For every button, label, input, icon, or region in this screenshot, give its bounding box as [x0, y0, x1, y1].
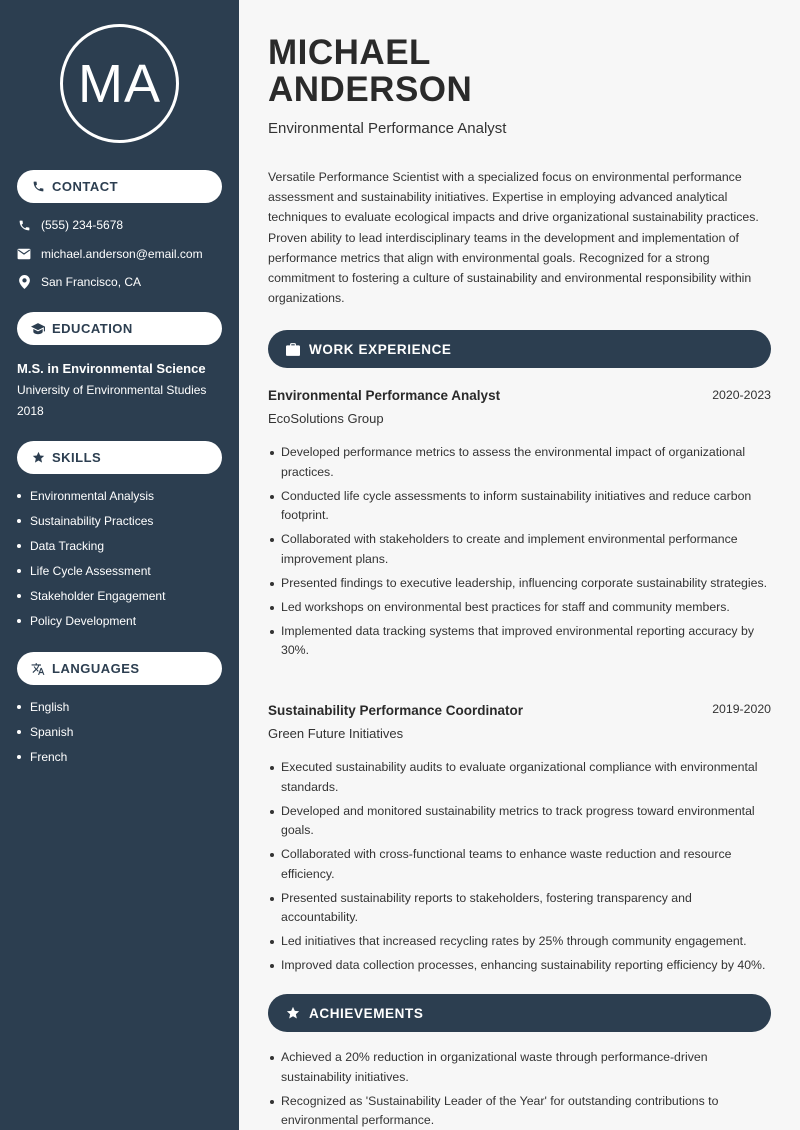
achievements-list: [268, 1048, 772, 1130]
mail-icon: [17, 247, 31, 261]
job-dates: 2019-2020: [712, 702, 771, 716]
phone-icon: [17, 218, 31, 232]
education-heading: EDUCATION: [17, 312, 222, 345]
education-school: University of Environmental Studies: [17, 383, 207, 397]
job-bullets: [268, 443, 772, 665]
skills-heading: SKILLS: [17, 441, 222, 474]
list-item: Led workshops on environmental best practices for staff and community members.: [268, 598, 772, 618]
star-icon: [285, 1006, 300, 1021]
job-bullets: [268, 758, 772, 980]
summary-paragraph: Versatile Performance Scientist with a specialized focus on environmental performance assessment and sustainability initiatives. Expertise in employing advanced analytical techniques to evaluate ecological impacts and drive organizational sustainability practices. Proven ability to lead interdisciplinary teams in the development and implementation of performance metrics that align with environmental goals. Recognized for a strong commitment to fostering a culture of sustainability and environmental responsibility within organizations.: [268, 170, 759, 306]
education-degree: M.S. in Environmental Science: [17, 361, 206, 376]
achievements-heading: ACHIEVEMENTS: [268, 994, 771, 1032]
work-experience-heading: WORK EXPERIENCE: [268, 330, 771, 368]
list-item: Implemented data tracking systems that improved environmental reporting accuracy by 30%.: [268, 622, 772, 661]
list-item: Recognized as 'Sustainability Leader of the Year' for outstanding contributions to environmental performance.: [268, 1092, 772, 1130]
list-item: Executed sustainability audits to evaluate organizational compliance with environmental standards.: [268, 758, 772, 797]
language-item: Spanish: [17, 719, 73, 744]
language-item: English: [17, 694, 73, 719]
list-item: Achieved a 20% reduction in organizational waste through performance-driven sustainability initiatives.: [268, 1048, 772, 1087]
graduation-cap-icon: [31, 322, 45, 336]
job-dates: 2020-2023: [712, 388, 771, 402]
skill-item: Sustainability Practices: [17, 508, 165, 533]
list-item: Conducted life cycle assessments to inform sustainability initiatives and reduce carbon footprint.: [268, 487, 772, 526]
job-title: Sustainability Performance Coordinator: [268, 703, 524, 718]
languages-heading: LANGUAGES: [17, 652, 222, 685]
phone-icon: [31, 180, 45, 194]
education-year: 2018: [17, 404, 44, 418]
candidate-title: Environmental Performance Analyst: [268, 120, 507, 137]
list-item: Led initiatives that increased recycling rates by 25% through community engagement.: [268, 932, 772, 952]
briefcase-icon: [285, 342, 300, 357]
list-item: Developed and monitored sustainability metrics to track progress toward environmental goals.: [268, 802, 772, 841]
skill-item: Environmental Analysis: [17, 483, 165, 508]
list-item: Presented findings to executive leadership, influencing corporate sustainability strategies.: [268, 574, 772, 594]
job-company: Green Future Initiatives: [268, 726, 404, 741]
job-title: Environmental Performance Analyst: [268, 388, 501, 403]
skill-item: Data Tracking: [17, 533, 165, 558]
language-item: French: [17, 744, 73, 769]
list-item: Improved data collection processes, enhancing sustainability reporting efficiency by 40%.: [268, 956, 772, 976]
star-icon: [31, 451, 45, 465]
contact-email[interactable]: michael.anderson@email.com: [17, 247, 203, 261]
list-item: Collaborated with stakeholders to create and implement environmental performance improvement plans.: [268, 530, 772, 569]
monogram-avatar: MA: [60, 24, 179, 143]
list-item: Collaborated with cross-functional teams to enhance waste reduction and resource efficiency.: [268, 845, 772, 884]
job-company: EcoSolutions Group: [268, 411, 384, 426]
location-pin-icon: [17, 275, 31, 289]
contact-phone: (555) 234-5678: [17, 218, 123, 232]
contact-heading: CONTACT: [17, 170, 222, 203]
candidate-name: MICHAEL ANDERSON: [268, 33, 473, 109]
list-item: Presented sustainability reports to stakeholders, fostering transparency and accountability.: [268, 889, 772, 928]
skill-item: Stakeholder Engagement: [17, 583, 165, 608]
languages-list: [17, 694, 73, 769]
skill-item: Policy Development: [17, 608, 165, 633]
sidebar: [0, 0, 239, 1130]
skill-item: Life Cycle Assessment: [17, 558, 165, 583]
contact-location: San Francisco, CA: [17, 275, 141, 289]
skills-list: [17, 483, 165, 633]
list-item: Developed performance metrics to assess the environmental impact of organizational practices.: [268, 443, 772, 482]
translate-icon: [31, 662, 45, 676]
